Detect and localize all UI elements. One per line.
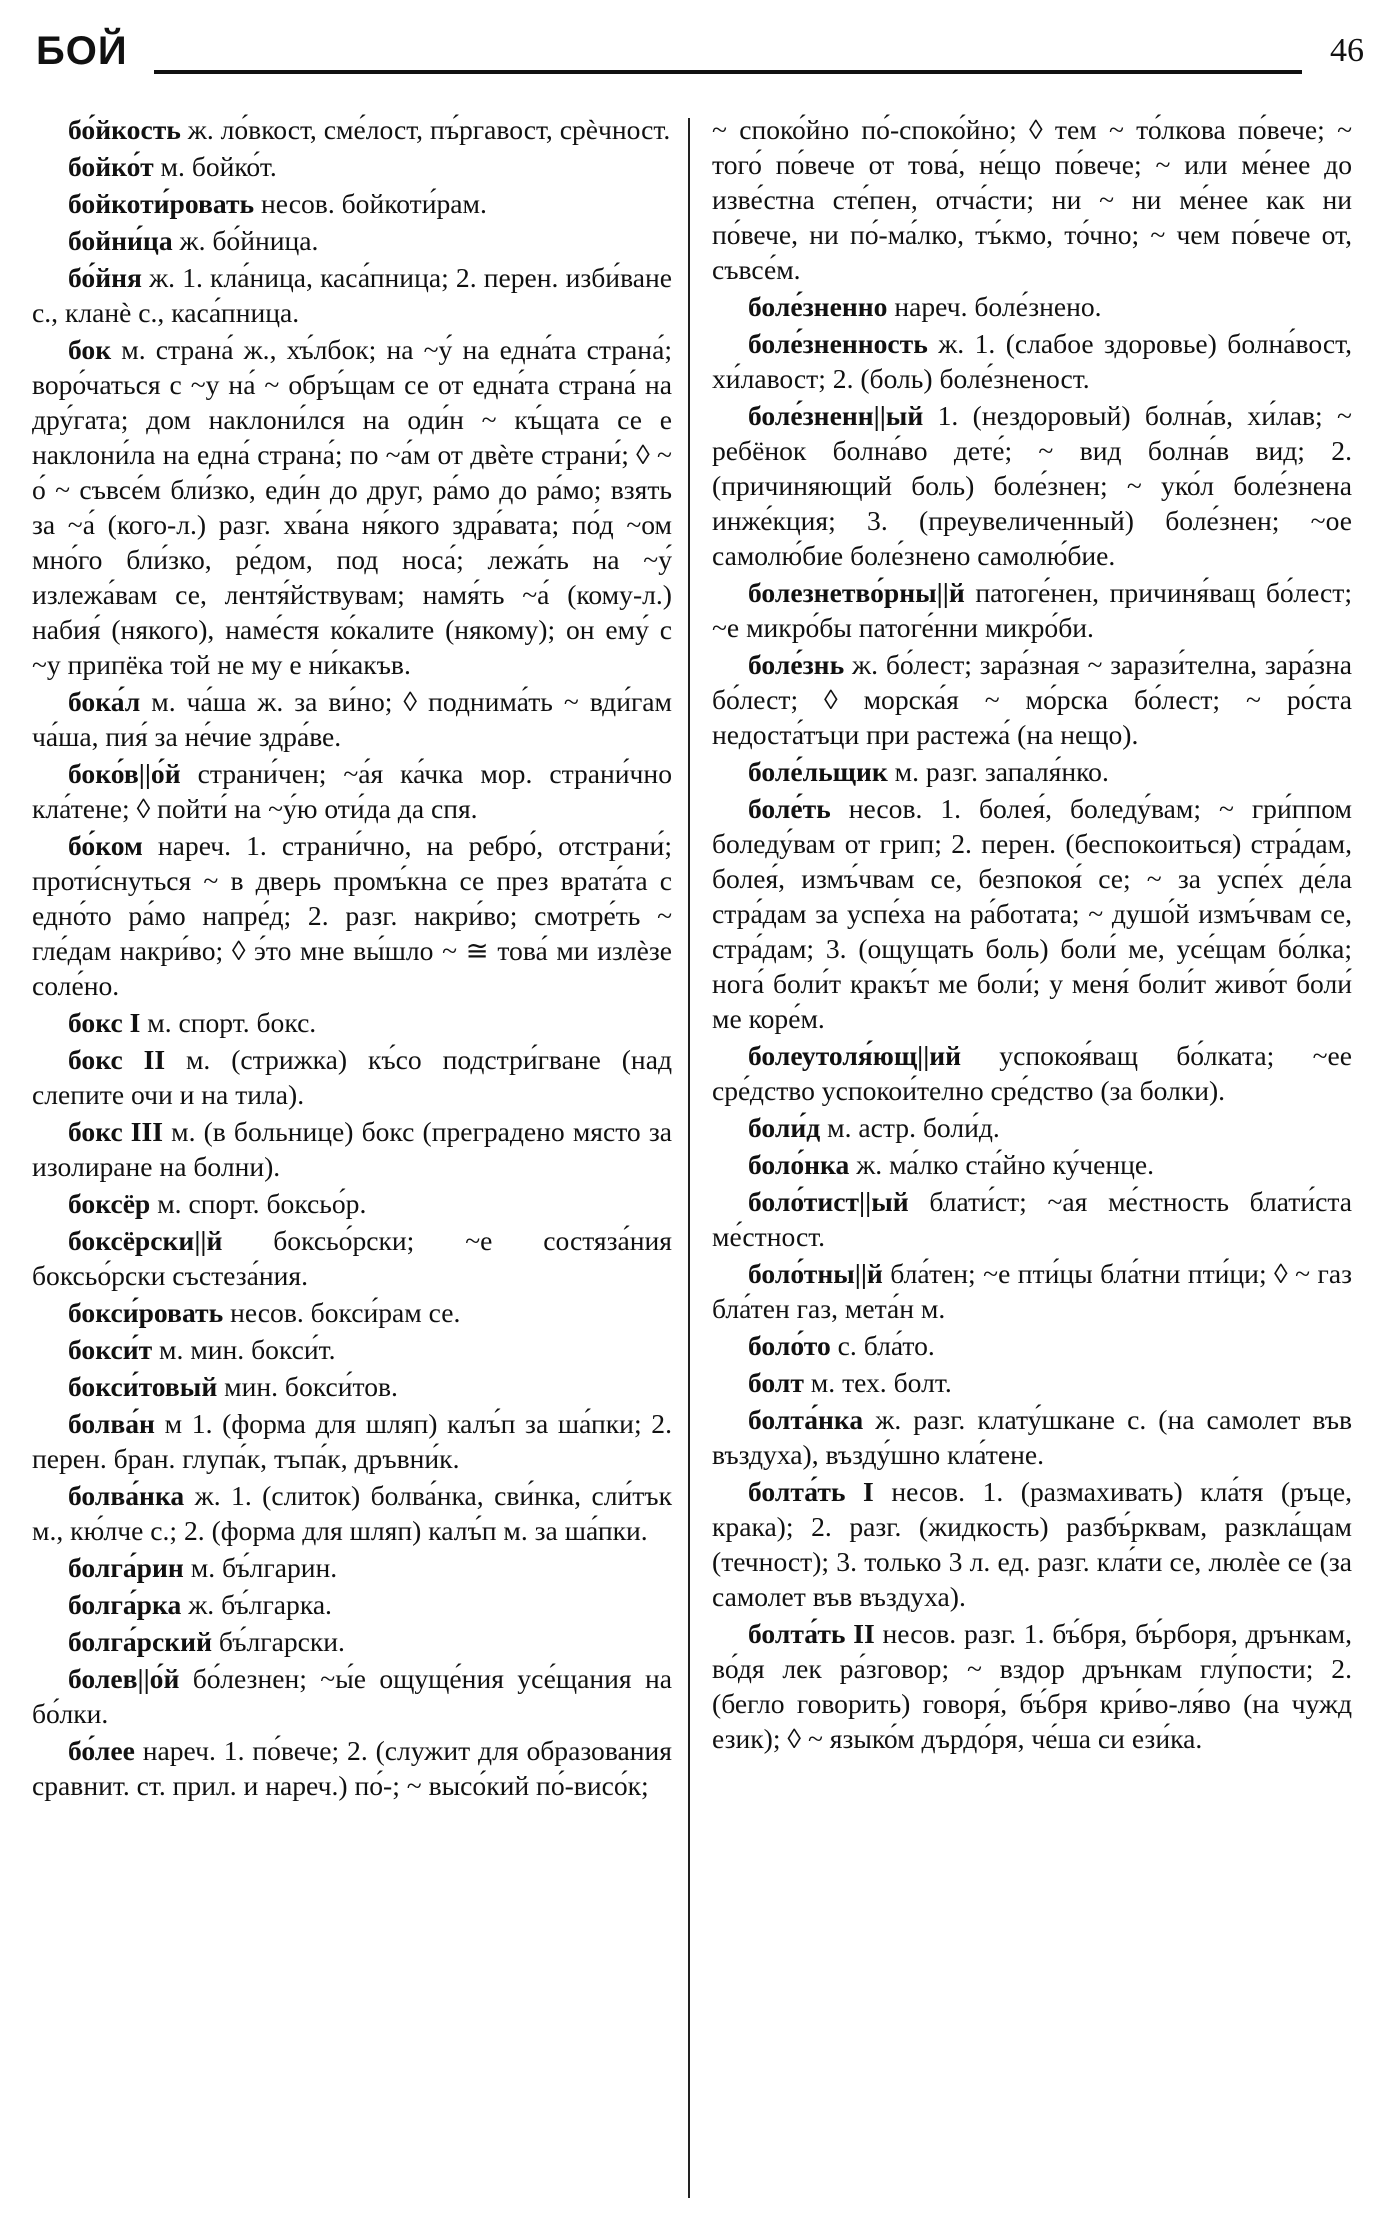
- page-number: 46: [1330, 32, 1364, 69]
- dictionary-entry: [32, 1369, 672, 1404]
- dictionary-entry: [32, 112, 672, 147]
- entry-definition: м. бойко́т.: [153, 151, 277, 182]
- entry-definition: несов. 1. (размахивать) кла́тя (ръце, крака); 2. разг. (жидкость) разбъ́рквам, разкла́щам (течност); 3. только 3 л. ед. разг. кла́ти се, люлѐе се (за самолет във въздуха).: [712, 1476, 1353, 1612]
- entry-headword: бокс II: [68, 1044, 166, 1075]
- entry-definition: несов. бокси́рам се.: [223, 1297, 461, 1328]
- entry-definition: мин. бокси́тов.: [217, 1371, 398, 1402]
- entry-headword: бока́л: [68, 686, 141, 717]
- entry-definition: боксьо́рски; ~е состяза́ния боксьо́рски състеза́ния.: [32, 1225, 672, 1291]
- entry-definition: успокоя́ващ бо́лката; ~ее сре́дство успокои́телно сре́дство (за болки).: [712, 1040, 1352, 1106]
- entry-definition: м. (стрижка) къ́со подстри́гване (над слепите очи и на тила).: [32, 1044, 672, 1110]
- entry-definition: м. мин. бокси́т.: [152, 1334, 336, 1365]
- entry-headword: боле́ть: [748, 793, 831, 824]
- entry-definition: ж. 1. (слабое здоровье) болна́вост, хи́лавост; 2. (боль) боле́зненост.: [712, 328, 1352, 394]
- dictionary-entry: [32, 1114, 672, 1184]
- entry-headword: боли́д: [748, 1112, 821, 1143]
- entry-headword: бо́ком: [68, 830, 143, 861]
- dictionary-entry: [32, 828, 672, 1003]
- column-divider: [688, 118, 690, 2198]
- entry-headword: боле́зненность: [748, 328, 928, 359]
- entry-definition: ж. разг. клату́шкане с. (на самолет във въздуха), възду́шно кла́тене.: [712, 1404, 1352, 1470]
- dictionary-entry: [712, 647, 1352, 752]
- entry-headword: боло́тист||ый: [748, 1186, 909, 1217]
- dictionary-entry: [712, 398, 1352, 573]
- dictionary-entry: [32, 223, 672, 258]
- entry-definition: ж. бо́лест; зара́зная ~ зарази́телна, зара́зна бо́лест; ◊ морска́я ~ мо́рска бо́лест; ~ ро́ста недоста́тъци при растежа́ (на нещо).: [712, 649, 1352, 750]
- entry-definition: ж. 1. (слиток) болва́нка, сви́нка, сли́тък м., кю́лче с.; 2. (форма для шляп) калъ́п м. за ша́пки.: [32, 1480, 672, 1546]
- entry-headword: боксёр: [68, 1188, 151, 1219]
- dictionary-entry: [32, 1005, 672, 1040]
- dictionary-entry: [32, 149, 672, 184]
- entry-headword: бокс I: [68, 1007, 141, 1038]
- entry-headword: болга́рин: [68, 1552, 184, 1583]
- entry-headword: болга́рский: [68, 1626, 212, 1657]
- entry-definition: ж. бо́йница.: [172, 225, 319, 256]
- entry-headword: боле́льщик: [748, 756, 888, 787]
- entry-headword: бойкоти́ровать: [68, 188, 255, 219]
- entry-definition: бо́лезнен; ~ы́е ощуще́ния усе́щания на бо́лки.: [32, 1663, 672, 1729]
- entry-headword: бокси́ровать: [68, 1297, 224, 1328]
- entry-definition: м. тех. болт.: [803, 1367, 952, 1398]
- page-header: [36, 26, 1364, 76]
- entry-definition: ж. ма́лко ста́йно ку́ченце.: [849, 1149, 1155, 1180]
- entry-definition: с. бла́то.: [830, 1330, 935, 1361]
- entry-headword: бо́лее: [68, 1735, 135, 1766]
- entry-headword: боло́тны||й: [748, 1258, 883, 1289]
- dictionary-entry: [32, 756, 672, 826]
- entry-headword: боле́зненн||ый: [748, 400, 924, 431]
- dictionary-entry: [712, 1147, 1352, 1182]
- dictionary-entry: [32, 1186, 672, 1221]
- dictionary-entry: [712, 1184, 1352, 1254]
- dictionary-entry: [712, 1038, 1352, 1108]
- entry-definition: 1. (нездоровый) болна́в, хи́лав; ~ ребёнок болна́во дете́; ~ вид болна́в вид; 2. (причиняющий боль) боле́знен; ~ уко́л боле́знена инже́кция; 3. (преувеличенный) боле́знен; ~ое самолю́бие боле́знено самолю́бие.: [712, 400, 1352, 571]
- entry-definition: ж. ло́вкост, сме́лост, пъ́ргавост, срѐчност.: [180, 114, 671, 145]
- header-rule: [154, 70, 1302, 74]
- entry-headword: бойко́т: [68, 151, 154, 182]
- right-column: [712, 112, 1352, 1758]
- entry-definition: бла́тен; ~е пти́цы бла́тни пти́ци; ◊ ~ газ бла́тен газ, мета́н м.: [712, 1258, 1352, 1324]
- entry-definition: м. ча́ша ж. за ви́но; ◊ поднима́ть ~ вди́гам ча́ша, пия́ за не́чие здра́ве.: [32, 686, 672, 752]
- dictionary-entry: [32, 1223, 672, 1293]
- dictionary-entry: [712, 754, 1352, 789]
- dictionary-entry: [32, 1550, 672, 1585]
- dictionary-entry: [712, 575, 1352, 645]
- entry-headword: болва́нка: [68, 1480, 185, 1511]
- entry-definition: м. бъ́лгарин.: [183, 1552, 338, 1583]
- entry-headword: боло́то: [748, 1330, 831, 1361]
- dictionary-entry: [32, 332, 672, 682]
- dictionary-entry: [712, 1616, 1352, 1756]
- dictionary-entry: [32, 1042, 672, 1112]
- dictionary-entry: [712, 1256, 1352, 1326]
- entry-definition: страни́чен; ~а́я ка́чка мор. страни́чно кла́тене; ◊ пойти́ на ~у́ю оти́да да спя.: [32, 758, 672, 824]
- dictionary-entry: [32, 684, 672, 754]
- entry-headword: бо́йкость: [68, 114, 181, 145]
- entry-headword: бойни́ца: [68, 225, 173, 256]
- dictionary-entry: [712, 1328, 1352, 1363]
- dictionary-entry: [32, 260, 672, 330]
- entry-headword: бокс III: [68, 1116, 164, 1147]
- dictionary-entry: [712, 1110, 1352, 1145]
- entry-headword: боко́в||о́й: [68, 758, 181, 789]
- entry-definition: м. астр. боли́д.: [820, 1112, 1000, 1143]
- entry-definition: нареч. 1. страни́чно, на ребро́, отстрани́; проти́снуться ~ в дверь промъ́кна се през врата́та с едно́то ра́мо напре́д; 2. разг. накри́во; смотре́ть ~ гле́дам накри́во; ◊ э́то мне вы́шло ~ ≅ това́ ми излѐзе соле́но.: [32, 830, 672, 1001]
- entry-headword: болеутоля́ющ||ий: [748, 1040, 962, 1071]
- entry-definition: патоге́нен, причиня́ващ бо́лест; ~е микро́бы патоге́нни микро́би.: [712, 577, 1352, 643]
- dictionary-entry: [32, 1478, 672, 1548]
- dictionary-entry: [32, 1295, 672, 1330]
- dictionary-entry: [712, 1365, 1352, 1400]
- entry-definition: м. разг. запаля́нко.: [887, 756, 1109, 787]
- dictionary-entry: [32, 1661, 672, 1731]
- entry-definition: м. (в больнице) бокс (преградено място за изолиране на болни).: [32, 1116, 672, 1182]
- entry-headword: болга́рка: [68, 1589, 182, 1620]
- entry-headword: болезнетво́рны||й: [748, 577, 965, 608]
- dictionary-entry: [32, 1587, 672, 1622]
- dictionary-entry: [32, 1624, 672, 1659]
- entry-headword: боле́знь: [748, 649, 845, 680]
- entry-headword: боло́нка: [748, 1149, 850, 1180]
- dictionary-entry: [32, 186, 672, 221]
- dictionary-entry: [712, 112, 1352, 287]
- dictionary-entry: [32, 1733, 672, 1803]
- entry-definition: несов. бойкоти́рам.: [254, 188, 487, 219]
- dictionary-entry: [712, 791, 1352, 1036]
- entry-headword: болта́ть I: [748, 1476, 874, 1507]
- entry-definition: несов. 1. болея́, боледу́вам; ~ гри́ппом боледу́вам от грип; 2. перен. (беспокоиться) стра́дам, болея́, измъ́чвам се, безпокоя́ се; ~ за успе́х де́ла стра́дам за успе́ха на ра́ботата; ~ душо́й измъ́чвам се, стра́дам; 3. (ощущать боль) боли́ ме, усе́щам бо́лка; нога́ боли́т кракъ́т ме боли́; у меня́ боли́т живо́т боли́ ме коре́м.: [712, 793, 1352, 1034]
- dictionary-entry: [712, 1474, 1352, 1614]
- entry-definition: нареч. боле́знено.: [887, 291, 1102, 322]
- running-headword: БОЙ: [36, 29, 128, 73]
- entry-headword: болва́н: [68, 1408, 155, 1439]
- entry-definition: м. страна́ ж., хъ́лбок; на ~у́ на една́та страна́; воро́чаться с ~у на́ ~ обръ́щам се от една́та страна́ на дру́гата; дом наклони́лся на оди́н ~ къ́щата се е наклони́ла на една́ страна́; по ~а́м от двѐте страни́; ◊ ~ о́ ~ съвсе́м бли́зко, еди́н до друг, ра́мо до ра́мо; взять за ~а́ (кого-л.) разг. хва́на ня́кого здра́вата; по́д ~ом мно́го бли́зко, ре́дом, под носа́; лежа́ть на ~у́ излежа́вам се, лентя́йствувам; намя́ть ~а́ (кому-л.) набия́ (някого), наме́стя ко́калите (някому); он ему́ с ~у припёка той не му е ни́какъв.: [32, 334, 672, 680]
- entry-definition: бъ́лгарски.: [211, 1626, 345, 1657]
- entry-definition: м. спорт. боксьо́р.: [150, 1188, 367, 1219]
- entry-definition: блати́ст; ~ая ме́стность блати́ста ме́стност.: [712, 1186, 1352, 1252]
- entry-headword: бокси́т: [68, 1334, 153, 1365]
- entry-headword: боле́зненно: [748, 291, 888, 322]
- entry-definition: м. спорт. бокс.: [140, 1007, 317, 1038]
- entry-headword: бо́йня: [68, 262, 142, 293]
- dictionary-entry: [712, 326, 1352, 396]
- entry-definition: ~ споко́йно по́-споко́йно; ◊ тем ~ то́лкова по́вече; ~ того́ по́вече от това́, не́що по́вече; ~ или ме́нее до изве́стна сте́пен, отча́сти; ни ~ ни ме́нее как ни по́вече, ни по́-ма́лко, тъ́кмо, то́чно; ~ чем по́вече от, съвсе́м.: [712, 114, 1352, 285]
- entry-definition: ж. 1. кла́ница, каса́пница; 2. перен. изби́ване с., кланѐ с., каса́пница.: [32, 262, 672, 328]
- entry-headword: боксёрски||й: [68, 1225, 223, 1256]
- dictionary-entry: [712, 289, 1352, 324]
- entry-definition: м 1. (форма для шляп) калъ́п за ша́пки; 2. перен. бран. глупа́к, тъпа́к, дръвни́к.: [32, 1408, 672, 1474]
- entry-headword: болт: [748, 1367, 804, 1398]
- dictionary-entry: [32, 1406, 672, 1476]
- left-column: [32, 112, 672, 1805]
- dictionary-entry: [712, 1402, 1352, 1472]
- entry-headword: бокси́товый: [68, 1371, 218, 1402]
- entry-headword: болев||о́й: [68, 1663, 180, 1694]
- entry-definition: ж. бъ́лгарка.: [181, 1589, 332, 1620]
- entry-headword: болта́нка: [748, 1404, 864, 1435]
- entry-headword: бок: [68, 334, 112, 365]
- entry-definition: несов. разг. 1. бъ́бря, бъ́рборя, дрънкам, во́дя лек ра́зговор; ~ вздор дрънкам глу́пости; 2. (бегло говорить) говоря́, бъ́бря кри́во-ля́во (на чужд език); ◊ ~ языко́м дърдо́ря, че́ша си ези́ка.: [712, 1618, 1353, 1754]
- entry-headword: болта́ть II: [748, 1618, 875, 1649]
- entry-definition: нареч. 1. по́вече; 2. (служит для образования сравнит. ст. прил. и нареч.) по́-; ~ высо́кий по́-висо́к;: [32, 1735, 672, 1801]
- dictionary-entry: [32, 1332, 672, 1367]
